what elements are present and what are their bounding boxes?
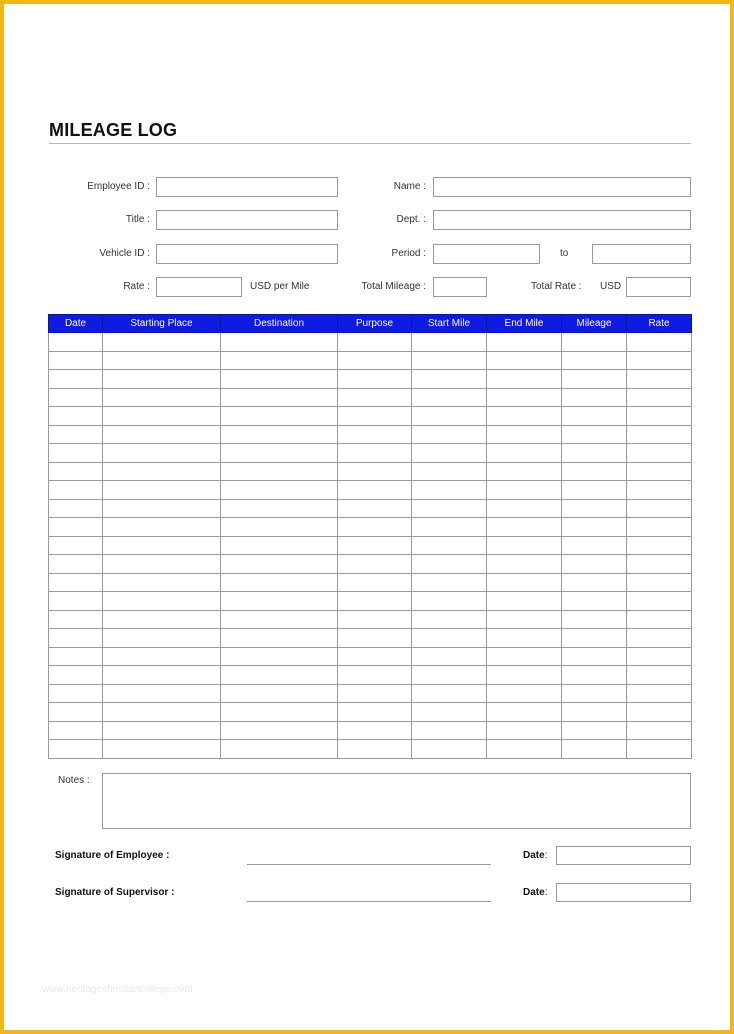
table-cell[interactable] (412, 721, 487, 740)
table-cell[interactable] (49, 721, 103, 740)
table-cell[interactable] (562, 721, 627, 740)
table-cell[interactable] (487, 703, 562, 722)
rate-field[interactable] (156, 277, 242, 297)
table-cell[interactable] (627, 740, 692, 759)
table-cell[interactable] (412, 499, 487, 518)
table-cell[interactable] (221, 370, 338, 389)
table-cell[interactable] (221, 425, 338, 444)
table-cell[interactable] (487, 518, 562, 537)
table-cell[interactable] (103, 555, 221, 574)
table-cell[interactable] (103, 740, 221, 759)
total-mileage-label: Total Mileage : (361, 281, 426, 292)
table-cell[interactable] (487, 740, 562, 759)
title-divider (49, 143, 691, 144)
table-cell[interactable] (487, 407, 562, 426)
column-header-end-mile: End Mile (487, 315, 562, 333)
table-cell[interactable] (627, 684, 692, 703)
table-cell[interactable] (49, 740, 103, 759)
table-cell[interactable] (338, 610, 412, 629)
table-cell[interactable] (103, 407, 221, 426)
table-cell[interactable] (627, 703, 692, 722)
supervisor-date-colon: : (544, 887, 548, 898)
table-cell[interactable] (627, 629, 692, 648)
table-cell[interactable] (103, 425, 221, 444)
table-cell[interactable] (49, 647, 103, 666)
column-header-date: Date (49, 315, 103, 333)
employee-date-field[interactable] (556, 846, 691, 865)
column-header-mileage: Mileage (562, 315, 627, 333)
table-cell[interactable] (49, 481, 103, 500)
table-cell[interactable] (412, 536, 487, 555)
table-cell[interactable] (487, 499, 562, 518)
table-header-row (49, 315, 692, 333)
table-cell[interactable] (338, 462, 412, 481)
table-cell[interactable] (221, 462, 338, 481)
table-cell[interactable] (221, 703, 338, 722)
table-cell[interactable] (487, 536, 562, 555)
table-cell[interactable] (221, 666, 338, 685)
table-cell[interactable] (412, 647, 487, 666)
table-cell[interactable] (487, 721, 562, 740)
table-cell[interactable] (103, 388, 221, 407)
table-cell[interactable] (627, 407, 692, 426)
table-cell[interactable] (412, 388, 487, 407)
table-cell[interactable] (103, 684, 221, 703)
table-cell[interactable] (627, 555, 692, 574)
table-cell[interactable] (338, 407, 412, 426)
table-cell[interactable] (103, 721, 221, 740)
table-cell[interactable] (487, 481, 562, 500)
table-cell[interactable] (103, 351, 221, 370)
table-cell[interactable] (627, 333, 692, 352)
table-cell[interactable] (487, 592, 562, 611)
period-end-field[interactable] (592, 244, 691, 264)
table-cell[interactable] (221, 610, 338, 629)
table-cell[interactable] (338, 370, 412, 389)
table-cell[interactable] (49, 351, 103, 370)
table-cell[interactable] (338, 721, 412, 740)
table-cell[interactable] (221, 555, 338, 574)
table-cell[interactable] (103, 333, 221, 352)
table-cell[interactable] (103, 444, 221, 463)
table-cell[interactable] (221, 592, 338, 611)
table-cell[interactable] (103, 703, 221, 722)
table-row (49, 481, 692, 500)
vehicle-id-label: Vehicle ID : (99, 248, 150, 259)
table-cell[interactable] (338, 703, 412, 722)
table-row (49, 388, 692, 407)
table-cell[interactable] (221, 481, 338, 500)
table-row (49, 592, 692, 611)
table-row (49, 536, 692, 555)
table-cell[interactable] (627, 351, 692, 370)
table-cell[interactable] (221, 721, 338, 740)
table-cell[interactable] (49, 333, 103, 352)
dept-field[interactable] (433, 210, 691, 230)
table-cell[interactable] (49, 536, 103, 555)
table-cell[interactable] (412, 629, 487, 648)
table-row (49, 499, 692, 518)
table-cell[interactable] (49, 555, 103, 574)
table-cell[interactable] (487, 388, 562, 407)
table-cell[interactable] (562, 425, 627, 444)
name-field[interactable] (433, 177, 691, 197)
table-cell[interactable] (487, 555, 562, 574)
table-cell[interactable] (221, 444, 338, 463)
table-cell[interactable] (338, 499, 412, 518)
table-cell[interactable] (562, 647, 627, 666)
table-cell[interactable] (412, 592, 487, 611)
table-cell[interactable] (562, 499, 627, 518)
table-cell[interactable] (562, 703, 627, 722)
column-header-rate: Rate (627, 315, 692, 333)
table-row (49, 351, 692, 370)
table-cell[interactable] (627, 666, 692, 685)
table-cell[interactable] (49, 684, 103, 703)
mileage-table (48, 314, 692, 759)
table-cell[interactable] (49, 518, 103, 537)
supervisor-date-field[interactable] (556, 883, 691, 902)
table-cell[interactable] (412, 351, 487, 370)
table-cell[interactable] (562, 684, 627, 703)
table-cell[interactable] (412, 518, 487, 537)
table-cell[interactable] (221, 536, 338, 555)
table-cell[interactable] (487, 351, 562, 370)
supervisor-date-label-text: Date (523, 887, 545, 898)
table-cell[interactable] (49, 425, 103, 444)
table-cell[interactable] (562, 573, 627, 592)
employee-id-field[interactable] (156, 177, 338, 197)
table-row (49, 740, 692, 759)
table-cell[interactable] (338, 518, 412, 537)
title-label: Title : (125, 214, 150, 225)
table-cell[interactable] (562, 351, 627, 370)
table-cell[interactable] (221, 573, 338, 592)
table-cell[interactable] (412, 370, 487, 389)
table-cell[interactable] (103, 499, 221, 518)
period-label: Period : (391, 248, 426, 259)
table-cell[interactable] (338, 555, 412, 574)
table-cell[interactable] (562, 481, 627, 500)
supervisor-date-label (523, 887, 547, 898)
table-cell[interactable] (487, 462, 562, 481)
watermark: www.heritagechristiancollege.com (42, 984, 193, 995)
table-cell[interactable] (562, 388, 627, 407)
table-cell[interactable] (338, 444, 412, 463)
column-header-purpose: Purpose (338, 315, 412, 333)
table-cell[interactable] (627, 647, 692, 666)
table-cell[interactable] (562, 444, 627, 463)
table-cell[interactable] (338, 351, 412, 370)
table-cell[interactable] (487, 573, 562, 592)
table-cell[interactable] (221, 499, 338, 518)
table-cell[interactable] (562, 740, 627, 759)
rate-unit-label: USD per Mile (250, 281, 310, 292)
table-cell[interactable] (487, 684, 562, 703)
table-cell[interactable] (49, 629, 103, 648)
table-cell[interactable] (627, 499, 692, 518)
table-cell[interactable] (412, 444, 487, 463)
table-cell[interactable] (221, 407, 338, 426)
table-row (49, 629, 692, 648)
table-cell[interactable] (338, 684, 412, 703)
table-row (49, 333, 692, 352)
total-rate-field[interactable] (626, 277, 691, 297)
table-cell[interactable] (412, 555, 487, 574)
table-cell[interactable] (487, 666, 562, 685)
table-cell[interactable] (562, 333, 627, 352)
table-cell[interactable] (221, 629, 338, 648)
table-cell[interactable] (338, 629, 412, 648)
table-cell[interactable] (562, 610, 627, 629)
page-title: MILEAGE LOG (49, 120, 178, 140)
table-cell[interactable] (221, 740, 338, 759)
table-cell[interactable] (103, 610, 221, 629)
column-header-destination: Destination (221, 315, 338, 333)
table-cell[interactable] (49, 407, 103, 426)
table-row (49, 721, 692, 740)
total-rate-label: Total Rate : (531, 281, 582, 292)
table-cell[interactable] (627, 462, 692, 481)
table-cell[interactable] (627, 444, 692, 463)
table-cell[interactable] (338, 425, 412, 444)
table-cell[interactable] (627, 481, 692, 500)
table-cell[interactable] (103, 629, 221, 648)
table-row (49, 555, 692, 574)
table-cell[interactable] (412, 333, 487, 352)
table-cell[interactable] (338, 333, 412, 352)
table-cell[interactable] (487, 610, 562, 629)
title-field[interactable] (156, 210, 338, 230)
table-cell[interactable] (338, 592, 412, 611)
table-cell[interactable] (49, 499, 103, 518)
column-header-start-mile: Start Mile (412, 315, 487, 333)
table-row (49, 573, 692, 592)
supervisor-signature-label: Signature of Supervisor : (55, 887, 175, 898)
table-cell[interactable] (562, 592, 627, 611)
rate-label: Rate : (123, 281, 150, 292)
employee-date-label-text: Date (523, 850, 545, 861)
table-cell[interactable] (487, 333, 562, 352)
table-cell[interactable] (103, 536, 221, 555)
table-cell[interactable] (562, 666, 627, 685)
table-cell[interactable] (412, 740, 487, 759)
table-cell[interactable] (412, 425, 487, 444)
table-cell[interactable] (627, 370, 692, 389)
table-cell[interactable] (562, 370, 627, 389)
table-cell[interactable] (412, 610, 487, 629)
table-cell[interactable] (49, 610, 103, 629)
period-start-field[interactable] (433, 244, 540, 264)
table-cell[interactable] (49, 703, 103, 722)
table-cell[interactable] (103, 462, 221, 481)
table-cell[interactable] (221, 647, 338, 666)
table-cell[interactable] (338, 481, 412, 500)
employee-signature-line[interactable] (247, 864, 491, 865)
table-cell[interactable] (412, 666, 487, 685)
table-cell[interactable] (49, 462, 103, 481)
column-header-starting-place: Starting Place (103, 315, 221, 333)
notes-field[interactable] (102, 773, 691, 829)
table-cell[interactable] (49, 573, 103, 592)
table-cell[interactable] (627, 610, 692, 629)
table-cell[interactable] (221, 684, 338, 703)
table-cell[interactable] (221, 388, 338, 407)
table-cell[interactable] (338, 388, 412, 407)
table-cell[interactable] (49, 444, 103, 463)
notes-label: Notes : (58, 775, 90, 786)
employee-id-label: Employee ID : (87, 181, 150, 192)
table-cell[interactable] (627, 592, 692, 611)
employee-date-label (523, 850, 547, 861)
table-cell[interactable] (338, 666, 412, 685)
table-cell[interactable] (562, 407, 627, 426)
dept-label: Dept. : (396, 214, 426, 225)
table-row (49, 684, 692, 703)
name-label: Name : (393, 181, 426, 192)
table-cell[interactable] (627, 573, 692, 592)
total-mileage-field[interactable] (433, 277, 487, 297)
table-cell[interactable] (103, 666, 221, 685)
table-row (49, 647, 692, 666)
table-cell[interactable] (103, 592, 221, 611)
table-cell[interactable] (103, 518, 221, 537)
table-cell[interactable] (103, 481, 221, 500)
table-cell[interactable] (338, 740, 412, 759)
mileage-log-form (4, 4, 730, 1030)
table-cell[interactable] (49, 370, 103, 389)
table-cell[interactable] (627, 536, 692, 555)
table-cell[interactable] (487, 629, 562, 648)
employee-date-colon: : (544, 850, 548, 861)
table-row (49, 425, 692, 444)
table-cell[interactable] (338, 573, 412, 592)
table-row (49, 407, 692, 426)
table-cell[interactable] (412, 407, 487, 426)
table-cell[interactable] (412, 462, 487, 481)
table-row (49, 518, 692, 537)
table-cell[interactable] (562, 629, 627, 648)
table-row (49, 703, 692, 722)
table-cell[interactable] (221, 333, 338, 352)
table-cell[interactable] (103, 573, 221, 592)
table-cell[interactable] (412, 703, 487, 722)
table-cell[interactable] (627, 425, 692, 444)
table-cell[interactable] (627, 518, 692, 537)
employee-signature-label: Signature of Employee : (55, 850, 170, 861)
table-cell[interactable] (49, 388, 103, 407)
table-cell[interactable] (627, 721, 692, 740)
table-row (49, 462, 692, 481)
table-cell[interactable] (562, 555, 627, 574)
table-row (49, 610, 692, 629)
table-cell[interactable] (412, 573, 487, 592)
period-to-label: to (560, 248, 569, 259)
table-cell[interactable] (562, 536, 627, 555)
table-body (49, 333, 692, 759)
table-cell[interactable] (103, 370, 221, 389)
table-cell[interactable] (103, 647, 221, 666)
table-row (49, 666, 692, 685)
table-row (49, 370, 692, 389)
supervisor-signature-line[interactable] (247, 901, 491, 902)
table-cell[interactable] (627, 388, 692, 407)
vehicle-id-field[interactable] (156, 244, 338, 264)
table-cell[interactable] (412, 481, 487, 500)
total-rate-unit-label: USD (600, 281, 622, 292)
table-cell[interactable] (221, 518, 338, 537)
table-cell[interactable] (487, 647, 562, 666)
table-cell[interactable] (49, 592, 103, 611)
table-cell[interactable] (487, 370, 562, 389)
table-cell[interactable] (562, 518, 627, 537)
table-cell[interactable] (562, 462, 627, 481)
table-cell[interactable] (412, 684, 487, 703)
table-cell[interactable] (487, 444, 562, 463)
table-cell[interactable] (338, 647, 412, 666)
table-cell[interactable] (221, 351, 338, 370)
table-cell[interactable] (49, 666, 103, 685)
table-cell[interactable] (487, 425, 562, 444)
table-row (49, 444, 692, 463)
table-cell[interactable] (338, 536, 412, 555)
